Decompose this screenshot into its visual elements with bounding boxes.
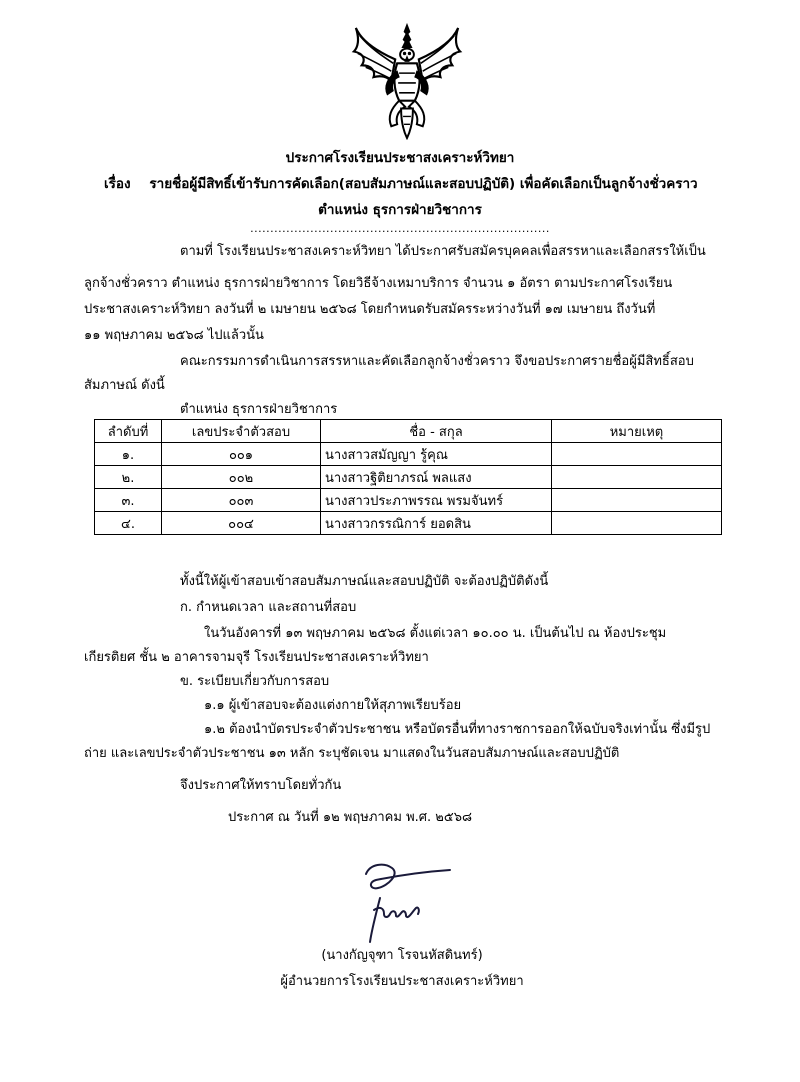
section-b-item-2-line-2: ถ่าย และเลขประจำตัวประชาชน ๑๓ หลัก ระบุชัดเจน มาแสดงในวันสอบสัมภาษณ์และสอบปฏิบัติ [84,746,620,761]
section-b-item-2-line-1: ๑.๒ ต้องนำบัตรประจำตัวประชาชน หรือบัตรอื่นที่ทางราชการออกให้ฉบับจริงเท่านั้น ซึ่งมีรูป [204,722,711,737]
row-remark [552,466,722,489]
intro-line-2: ลูกจ้างชั่วคราว ตำแหน่ง ธุรการฝ่ายวิชาการ โดยวิธีจ้างเหมาบริการ จำนวน ๑ อัตรา ตามประกาศโรงเรียน [84,276,673,291]
intro-line-5: คณะกรรมการดำเนินการสรรหาและคัดเลือกลูกจ้างชั่วคราว จึงขอประกาศรายชื่อผู้มีสิทธิ์สอบ [180,354,694,369]
row-full-name: นางสาวกรรณิการ์ ยอดสิน [321,512,552,535]
table-row [95,466,722,489]
candidates-table [94,419,722,535]
closing-line: จึงประกาศให้ทราบโดยทั่วกัน [180,778,342,793]
header-full-name: ชื่อ - สกุล [321,420,552,443]
intro-line-4: ๑๑ พฤษภาคม ๒๕๖๘ ไปแล้วนั้น [84,328,264,343]
signatory-name: (นางกัญจุฑา โรจนหัสดินทร์) [321,948,483,963]
instructions-intro: ทั้งนี้ให้ผู้เข้าสอบเข้าสอบสัมภาษณ์และสอบปฏิบัติ จะต้องปฏิบัติดังนี้ [180,574,549,589]
section-b-label: ข. ระเบียบเกี่ยวกับการสอบ [180,674,330,689]
intro-line-1: ตามที่ โรงเรียนประชาสงเคราะห์วิทยา ได้ประกาศรับสมัครบุคคลเพื่อสรรหาและเลือกสรรให้เป็น [180,244,706,259]
subject-text: รายชื่อผู้มีสิทธิ์เข้ารับการคัดเลือก(สอบสัมภาษณ์และสอบปฏิบัติ) เพื่อคัดเลือกเป็นลูกจ้างชั่วคราว [149,176,698,192]
row-full-name: นางสาวสมัญญา รู้คุณ [321,443,552,466]
section-a-label: ก. กำหนดเวลา และสถานที่สอบ [180,600,357,615]
row-exam-id: ๐๐๓ [162,489,321,512]
row-remark [552,512,722,535]
intro-line-3: ประชาสงเคราะห์วิทยา ลงวันที่ ๒ เมษายน ๒๕๖๘ โดยกำหนดรับสมัครระหว่างวันที่ ๑๗ เมษายน ถึงวันที่ [84,302,656,317]
row-order: ๓. [95,489,162,512]
table-header-row [95,420,722,443]
row-exam-id: ๐๐๔ [162,512,321,535]
table-row [95,443,722,466]
subject-label: เรื่อง [104,176,131,192]
garuda-emblem-icon [348,22,466,140]
signatory-title: ผู้อำนวยการโรงเรียนประชาสงเคราะห์วิทยา [280,974,524,989]
announce-date: ประกาศ ณ วันที่ ๑๒ พฤษภาคม พ.ศ. ๒๕๖๘ [228,810,472,825]
position-heading: ตำแหน่ง ธุรการฝ่ายวิชาการ [318,202,482,218]
section-a-line-1: ในวันอังคารที่ ๑๓ พฤษภาคม ๒๕๖๘ ตั้งแต่เวลา ๑๐.๐๐ น. เป็นต้นไป ณ ห้องประชุม [204,626,667,641]
position-label: ตำแหน่ง ธุรการฝ่ายวิชาการ [180,402,338,417]
separator-line: ........................................................................... [250,222,550,235]
row-exam-id: ๐๐๑ [162,443,321,466]
table-row [95,489,722,512]
intro-line-6: สัมภาษณ์ ดังนี้ [84,378,165,393]
header-exam-id: เลขประจำตัวสอบ [162,420,321,443]
subject-line [104,172,698,194]
row-full-name: นางสาวประภาพรรณ พรมจันทร์ [321,489,552,512]
row-remark [552,443,722,466]
row-order: ๒. [95,466,162,489]
section-a-line-2: เกียรติยศ ชั้น ๒ อาคารจามจุรี โรงเรียนประชาสงเคราะห์วิทยา [84,650,429,665]
signature-icon [340,860,470,950]
row-remark [552,489,722,512]
announcement-title: ประกาศโรงเรียนประชาสงเคราะห์วิทยา [285,150,515,166]
table-row [95,512,722,535]
row-order: ๑. [95,443,162,466]
header-order: ลำดับที่ [95,420,162,443]
row-order: ๔. [95,512,162,535]
row-full-name: นางสาวฐิติยาภรณ์ พลแสง [321,466,552,489]
header-remark: หมายเหตุ [552,420,722,443]
row-exam-id: ๐๐๒ [162,466,321,489]
section-b-item-1: ๑.๑ ผู้เข้าสอบจะต้องแต่งกายให้สุภาพเรียบร้อย [204,698,462,713]
